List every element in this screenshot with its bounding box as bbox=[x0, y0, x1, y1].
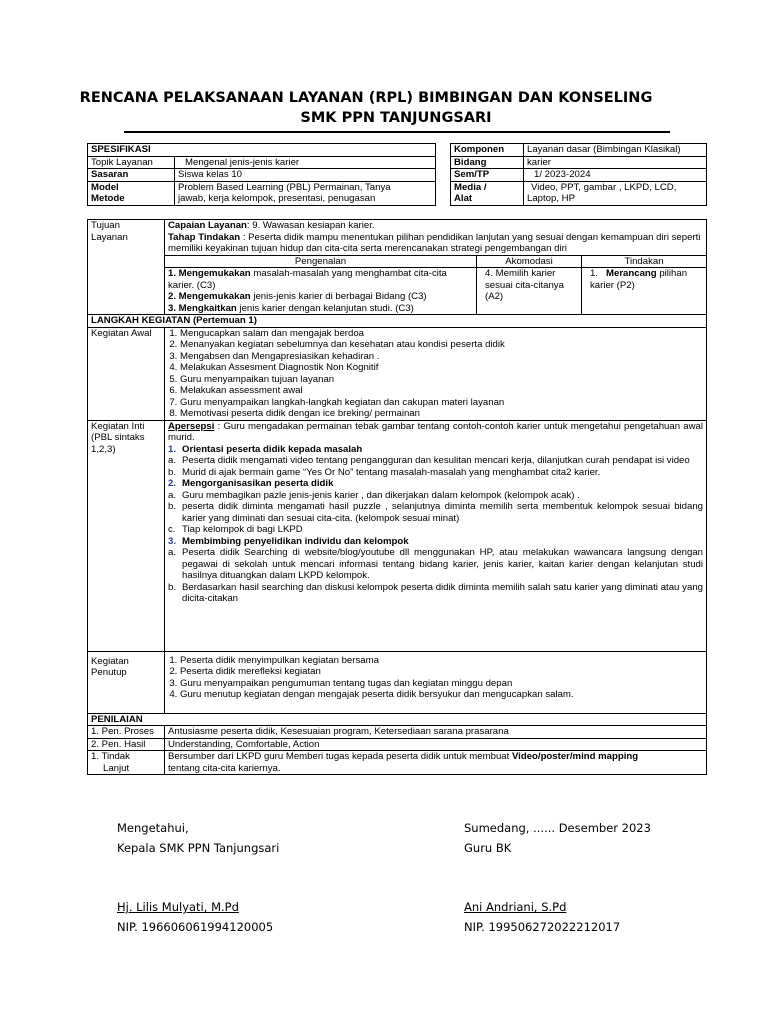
list-item: 1. Mengucapkan salam dan mengajak berdoa bbox=[180, 328, 703, 340]
sign-left-role: Kepala SMK PPN Tanjungsari bbox=[117, 841, 280, 855]
akomodasi-text: 4. Memilih karier sesuai cita-citanya (A2) bbox=[477, 268, 582, 315]
comp-label: Bidang bbox=[451, 156, 524, 169]
penilaian-header: PENILAIAN bbox=[88, 713, 707, 726]
penutup-label: Kegiatan Penutup bbox=[88, 651, 165, 713]
tujuan-content bbox=[165, 220, 707, 315]
comp-value: Layanan dasar (Bimbingan Klasikal) bbox=[524, 144, 707, 157]
inti-content bbox=[165, 420, 707, 651]
step-heading: 2. Mengorganisasikan peserta didik bbox=[168, 478, 334, 489]
col-tindakan: Tindakan bbox=[582, 255, 707, 268]
list-item: 8. Memotivasi peserta didik dengan ice breking/ permainan bbox=[180, 408, 703, 420]
tindak-value: Bersumber dari LKPD guru Memberi tugas kepada peserta didik untuk membuat Video/poster/mind mapping tentang cita-cita kariernya. bbox=[165, 751, 707, 775]
list-item: b. Berdasarkan hasil searching dan diskusi kelompok peserta didik diminta memilih salah satu karier yang diminati atau yang dicita-citakan bbox=[168, 581, 703, 604]
capaian-line: Capaian Layanan: 9. Wawasan kesiapan karier. bbox=[168, 220, 375, 231]
list-item: 6. Melakukan assessment awal bbox=[180, 385, 703, 397]
awal-content bbox=[165, 327, 707, 420]
col-akomodasi: Akomodasi bbox=[477, 255, 582, 268]
list-item: 7. Guru menyampaikan langkah-langkah kegiatan dan cakupan materi layanan bbox=[180, 397, 703, 409]
spec-label: Topik Layanan bbox=[88, 156, 175, 169]
sign-right-name: Ani Andriani, S.Pd bbox=[464, 900, 567, 914]
tindak-label: 1. Tindak Lanjut bbox=[88, 751, 165, 775]
step-heading: 1. Orientasi peserta didik kepada masalah bbox=[168, 443, 363, 455]
tindakan-text: 1. Merancang pilihan karier (P2) bbox=[582, 268, 707, 315]
sign-left-nip: NIP. 196606061994120005 bbox=[117, 920, 274, 934]
penutup-list bbox=[168, 655, 703, 701]
spec-table bbox=[87, 143, 436, 206]
proses-value: Antusiasme peserta didik, Kesesuaian program, Ketersediaan sarana prasarana bbox=[165, 726, 707, 739]
list-item: c. Tiap kelompok di bagi LKPD bbox=[168, 524, 303, 535]
list-item: 2. Menanyakan kegiatan sebelumnya dan kesehatan atau kondisi peserta didik bbox=[180, 339, 703, 351]
list-item: a. Peserta didik mengamati video tentang pengangguran dan kesulitan mencari kerja, dilanjutkan curah pendapat isi video bbox=[168, 455, 690, 466]
list-item: 4. Melakukan Assesment Diagnostik Non Kognitif bbox=[180, 362, 703, 374]
tahap-line: Tahap Tindakan : Peserta didik mampu menentukan pilihan pendidikan lanjutan yang sesuai dengan kemampuan diri seperti memiliki keyakinan tujuan hidup dan cita-cita serta merencanakan strategi pengembangan diri bbox=[168, 231, 701, 254]
comp-label: Media / Alat bbox=[451, 181, 524, 205]
spec-value: Siswa kelas 10 bbox=[175, 169, 436, 182]
list-item: 3. Guru menyampaikan pengumuman tentang tugas dan kegiatan minggu depan bbox=[180, 678, 703, 690]
sign-right-date: Sumedang, ...... Desember 2023 bbox=[464, 821, 651, 835]
list-item: a. Guru membagikan pazle jenis-jenis karier , dan dikerjakan dalam kelompok (kelompok acak) . bbox=[168, 489, 580, 501]
sign-right-role: Guru BK bbox=[464, 841, 512, 855]
spec-value: Mengenal jenis-jenis karier bbox=[175, 156, 436, 169]
awal-list bbox=[168, 328, 703, 420]
list-item: 1. Peserta didik menyimpulkan kegiatan bersama bbox=[180, 655, 703, 667]
step-heading: 3. Membimbing penyelidikan individu dan kelompok bbox=[168, 535, 409, 547]
spec-label: Sasaran bbox=[88, 169, 175, 182]
sign-right-nip: NIP. 199506272022212017 bbox=[464, 920, 621, 934]
list-item: 5. Guru menyampaikan tujuan layanan bbox=[180, 374, 703, 386]
spec-label: Model Metode bbox=[88, 181, 175, 205]
list-item: 3. Mengabsen dan Mengapresiasikan kehadiran . bbox=[180, 351, 703, 363]
title-rule bbox=[124, 131, 670, 133]
col-pengenalan: Pengenalan bbox=[165, 255, 477, 268]
comp-label: Sem/TP bbox=[451, 169, 524, 182]
list-item: a. Peserta didik Searching di website/blog/youtube dll menggunakan HP, atau melakukan wawancara langsung dengan pegawai di sekolah untuk mencari informasi tentang bidang karier, jenis karier, kaitan karier dengan kelanjutan studi hasilnya dituangkan dalam LKPD kelompok. bbox=[168, 547, 703, 581]
document-title: RENCANA PELAKSANAAN LAYANAN (RPL) BIMBINGAN DAN KONSELING bbox=[79, 90, 653, 106]
pengenalan-list: 1. Mengemukakan masalah-masalah yang menghambat cita-cita karier. (C3) 2. Mengemukakan jenis-jenis karier di berbagai Bidang (C3) 3. Mengkaitkan jenis karier dengan kelanjutan studi. (C3) bbox=[165, 268, 477, 315]
comp-value: karier bbox=[524, 156, 707, 169]
langkah-header: LANGKAH KEGIATAN (Pertemuan 1) bbox=[88, 315, 707, 328]
sign-left-name: Hj. Lilis Mulyati, M.Pd bbox=[117, 900, 239, 914]
apersepsi: Apersepsi : Guru mengadakan permainan tebak gambar tentang contoh-contoh karier untuk mengetahui pengetahuan awal murid. bbox=[168, 420, 703, 443]
spec-header: SPESIFIKASI bbox=[88, 144, 436, 157]
school-name: SMK PPN TANJUNGSARI bbox=[300, 110, 492, 126]
hasil-value: Understanding, Comfortable, Action bbox=[165, 738, 707, 751]
comp-value: Video, PPT, gambar , LKPD, LCD, Laptop, HP bbox=[524, 181, 707, 205]
awal-label: Kegiatan Awal bbox=[88, 327, 165, 420]
penutup-content bbox=[165, 651, 707, 713]
list-item: 2. Peserta didik merefleksi kegiatan bbox=[180, 666, 703, 678]
spec-value: Problem Based Learning (PBL) Permainan, Tanya jawab, kerja kelompok, presentasi, penugasan bbox=[175, 181, 436, 205]
list-item: b. peserta didik diminta mengamati hasil puzzle , selanjutnya diminta memilih serta membentuk kelompok sesuai bidang karier yang diminati dan sesuai cita-cita. (kelompok sesuai minat) bbox=[168, 501, 703, 524]
objective-table bbox=[165, 255, 706, 315]
inti-label: Kegiatan Inti (PBL sintaks 1,2,3) bbox=[88, 420, 165, 651]
tujuan-label: Tujuan Layanan bbox=[88, 220, 165, 315]
comp-value: 1/ 2023-2024 bbox=[524, 169, 707, 182]
list-item: b. Murid di ajak bermain game “Yes Or No” tentang masalah-masalah yang menghambat cita2 karier. bbox=[168, 466, 601, 478]
sign-left-greeting: Mengetahui, bbox=[117, 821, 189, 835]
proses-label: 1. Pen. Proses bbox=[88, 726, 165, 739]
list-item: 4. Guru menutup kegiatan dengan mengajak peserta didik bersyukur dan mengucapkan salam. bbox=[180, 689, 703, 701]
component-table bbox=[450, 143, 707, 206]
comp-label: Komponen bbox=[451, 144, 524, 157]
hasil-label: 2. Pen. Hasil bbox=[88, 738, 165, 751]
main-table bbox=[87, 219, 707, 775]
